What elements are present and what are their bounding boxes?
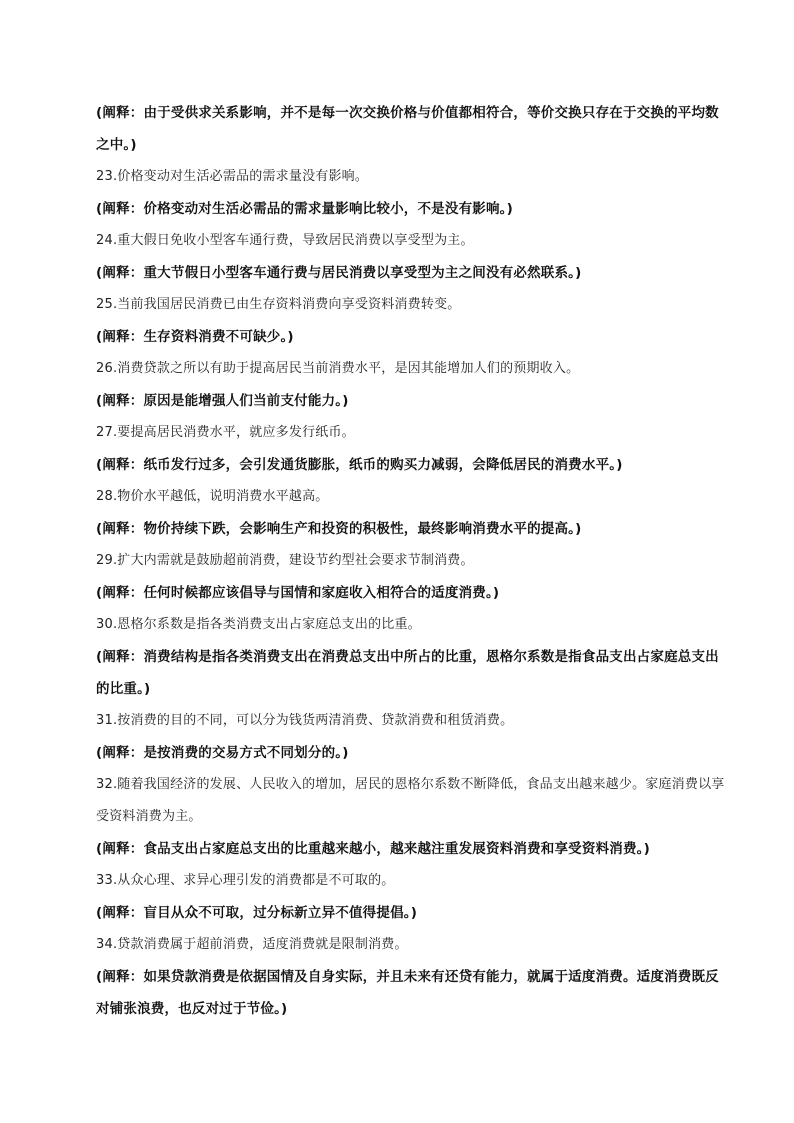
answer-23: (阐释：价格变动对生活必需品的需求量影响比较小，不是没有影响。) [96, 201, 513, 217]
question-27: 27.要提高居民消费水平，就应多发行纸币。 [96, 425, 355, 440]
question-31: 31.按消费的目的不同，可以分为钱货两清消费、贷款消费和租赁消费。 [96, 713, 514, 728]
answer-29: (阐释：任何时候都应该倡导与国情和家庭收入相符合的适度消费。) [96, 585, 500, 601]
question-23: 23.价格变动对生活必需品的需求量没有影响。 [96, 169, 369, 184]
question-25: 25.当前我国居民消费已由生存资料消费向享受资料消费转变。 [96, 297, 461, 312]
question-26: 26.消费贷款之所以有助于提高居民当前消费水平，是因其能增加人们的预期收入。 [96, 361, 580, 376]
question-29: 29.扩大内需就是鼓励超前消费，建设节约型社会要求节制消费。 [96, 553, 474, 568]
question-33: 33.从众心理、求异心理引发的消费都是不可取的。 [96, 873, 395, 888]
question-30: 30.恩格尔系数是指各类消费支出占家庭总支出的比重。 [96, 617, 421, 632]
answer-30: (阐释：消费结构是指各类消费支出在消费总支出中所占的比重，恩格尔系数是指食品支出占家庭总支出的比重。) [96, 649, 719, 697]
answer-24: (阐释：重大节假日小型客车通行费与居民消费以享受型为主之间没有必然联系。) [96, 265, 582, 281]
question-32: 32.随着我国经济的发展、人民收入的增加，居民的恩格尔系数不断降低，食品支出越来越少。家庭消费以享受资料消费为主。 [96, 777, 725, 824]
answer-33: (阐释：盲目从众不可取，过分标新立异不值得提倡。) [96, 905, 418, 921]
question-24: 24.重大假日免收小型客车通行费，导致居民消费以享受型为主。 [96, 233, 474, 248]
answer-27: (阐释：纸币发行过多，会引发通货膨胀，纸币的购买力减弱，会降低居民的消费水平。) [96, 457, 623, 473]
answer-31: (阐释：是按消费的交易方式不同划分的。) [96, 745, 349, 761]
answer-25: (阐释：生存资料消费不可缺少。) [96, 329, 294, 345]
answer-26: (阐释：原因是能增强人们当前支付能力。) [96, 393, 349, 409]
answer-34: (阐释：如果贷款消费是依据国情及自身实际，并且未来有还贷有能力，就属于适度消费。适度消费既反对铺张浪费，也反对过于节俭。) [96, 969, 719, 1017]
question-28: 28.物价水平越低，说明消费水平越高。 [96, 489, 329, 504]
answer-32: (阐释：食品支出占家庭总支出的比重越来越小，越来越注重发展资料消费和享受资料消费。) [96, 841, 650, 857]
answer-28: (阐释：物价持续下跌，会影响生产和投资的积极性，最终影响消费水平的提高。) [96, 521, 582, 537]
document-body [74, 97, 730, 1025]
question-34: 34.贷款消费属于超前消费，适度消费就是限制消费。 [96, 937, 408, 952]
answer-22: (阐释：由于受供求关系影响，并不是每一次交换价格与价值都相符合，等价交换只存在于交换的平均数之中。) [96, 105, 719, 153]
